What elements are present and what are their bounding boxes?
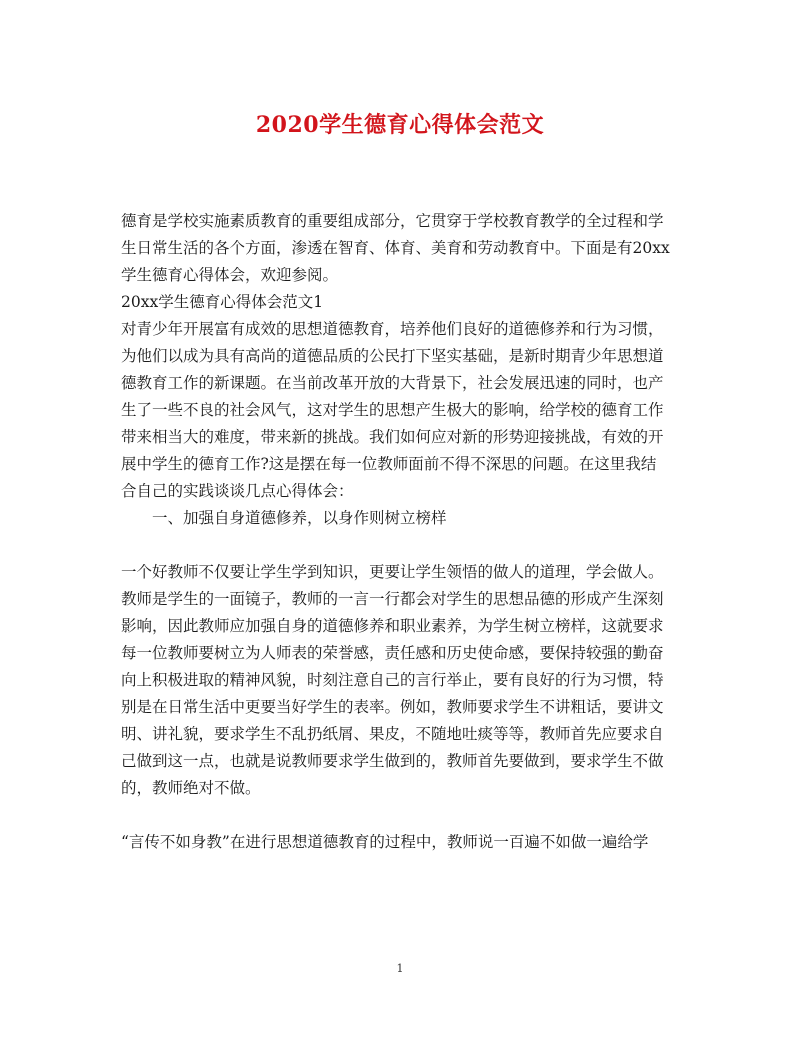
paragraph-line: 己做到这一点，也就是说教师要求学生做到的，教师首先要做到，要求学生不做 [121,752,664,770]
paragraph-line: 带来相当大的难度，带来新的挑战。我们如何应对新的形势迎接挑战，有效的开 [121,428,664,446]
paragraph-line: 生了一些不良的社会风气，这对学生的思想产生极大的影响，给学校的德育工作 [121,401,664,419]
page-number: 1 [396,962,404,975]
paragraph-line: 向上积极进取的精神风貌，时刻注意自己的言行举止，要有良好的行为习惯，特 [121,671,664,689]
paragraph-line: 别是在日常生活中更要当好学生的表率。例如，教师要求学生不讲粗话，要讲文 [121,698,664,716]
paragraph-gap [121,802,681,829]
document-title: 2020学生德育心得体会范文 [255,112,545,138]
paragraph-gap [121,532,681,559]
paragraph-line: 生日常生活的各个方面，渗透在智育、体育、美育和劳动教育中。下面是有20xx [121,239,670,257]
paragraph-line: 学生德育心得体会，欢迎参阅。 [121,266,339,284]
paragraph-line: 对青少年开展富有成效的思想道德教育，培养他们良好的道德修养和行为习惯， [121,320,664,338]
paragraph-line: 德教育工作的新课题。在当前改革开放的大背景下，社会发展迅速的同时，也产 [121,374,664,392]
paragraph-line: 影响，因此教师应加强自身的道德修养和职业素养，为学生树立榜样，这就要求 [121,617,664,635]
paragraph-line: 教师是学生的一面镜子，教师的一言一行都会对学生的思想品德的形成产生深刻 [121,590,664,608]
paragraph-line: 的，教师绝对不做。 [121,779,261,797]
paragraph-line: 德育是学校实施素质教育的重要组成部分，它贯穿于学校教育教学的全过程和学 [121,212,664,230]
paragraph-line: 为他们以成为具有高尚的道德品质的公民打下坚实基础，是新时期青少年思想道 [121,347,664,365]
paragraph-line: 明、讲礼貌，要求学生不乱扔纸屑、果皮，不随地吐痰等等，教师首先应要求自 [121,725,664,743]
paragraph-line: 展中学生的德育工作?这是摆在每一位教师面前不得不深思的问题。在这里我结 [121,455,657,473]
paragraph-line: 一个好教师不仅要让学生学到知识，更要让学生领悟的做人的道理，学会做人。 [121,563,664,581]
subsection-heading: 一、加强自身道德修养，以身作则树立榜样 [152,509,447,527]
paragraph-line: 每一位教师要树立为人师表的荣誉感，责任感和历史使命感，要保持较强的勤奋 [121,644,664,662]
document-body [121,208,681,856]
paragraph-line: 合自己的实践谈谈几点心得体会： [121,482,354,500]
paragraph-line: “言传不如身教”在进行思想道德教育的过程中，教师说一百遍不如做一遍给学 [121,833,649,851]
section-heading: 20xx学生德育心得体会范文1 [121,293,324,311]
